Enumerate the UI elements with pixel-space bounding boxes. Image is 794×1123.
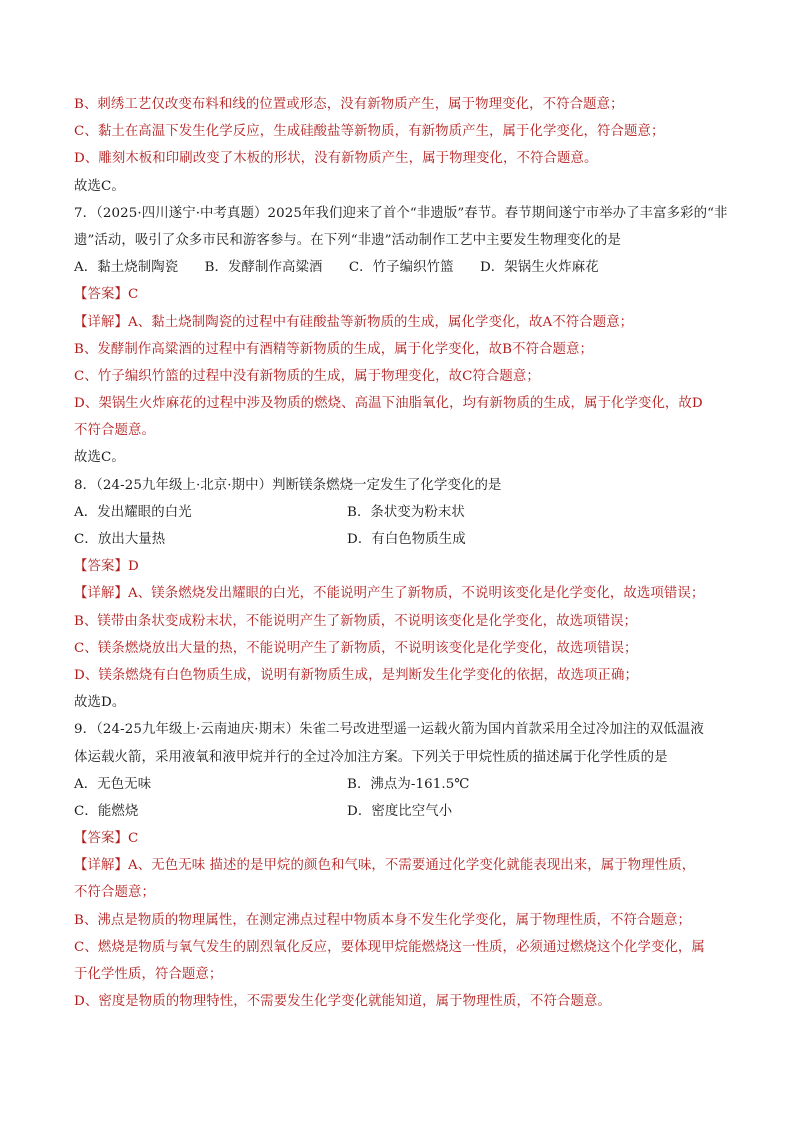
q6-conclusion: 故选C。 [74,178,125,194]
q9-explanation-c2: 于化学性质，符合题意； [74,967,223,982]
q7-explanation-d2: 不符合题意。 [74,423,155,439]
q7-option-b: B．发酵制作高粱酒 [204,260,323,276]
q9-option-d: D．密度比空气小 [347,803,453,819]
q6-explanation-d: D、雕刻木板和印刷改变了木板的形状，没有新物质产生，属于物理变化，不符合题意。 [74,151,598,167]
q7-explanation-c: C、竹子编织竹篮的过程中没有新物质的生成，属于物理变化，故C符合题意； [74,368,540,384]
detail-tag: 【详解】 [74,858,128,874]
q9-explanation-b: B、沸点是物质的物理属性，在测定沸点过程中物质本身不发生化学变化，属于物理性质，不符合题意； [74,912,692,928]
q8-conclusion: 故选D。 [74,695,126,711]
detail-tag: 【详解】 [74,314,128,330]
answer-tag: 【答案】 [74,831,128,847]
q7-option-a: A．黏土烧制陶瓷 [74,260,179,276]
q9-option-c: C．能燃烧 [74,803,139,819]
q8-option-b: B．条状变为粉末状 [347,504,465,520]
answer-value: C [127,831,139,847]
q7-conclusion: 故选C。 [74,450,125,466]
q9-stem-line2: 体运载火箭，采用液氧和液甲烷并行的全过冷加注方案。下列关于甲烷性质的描述属于化学性质的是 [74,749,668,765]
q8-explanation-a: A、镁条燃烧发出耀眼的白光，不能说明产生了新物质，不说明该变化是化学变化，故选项错误； [127,586,705,602]
detail-tag: 【详解】 [74,586,128,602]
q9-detail-a1 [74,852,734,879]
q7-detail-a [74,309,734,336]
q8-explanation-b: B、镁带由条状变成粉末状，不能说明产生了新物质，不说明该变化是化学变化，故选项错误； [74,613,638,629]
q9-options-row1 [74,771,734,798]
q9-explanation-c1: C、燃烧是物质与氧气发生的剧烈氧化反应，要体现甲烷能燃烧这一性质，必须通过燃烧这个化学变化，属 [74,939,705,955]
q7-option-d: D．架锅生火炸麻花 [479,260,599,276]
q9-option-b: B．沸点为-161.5℃ [347,776,470,792]
q8-explanation-c: C、镁条燃烧放出大量的热，不能说明产生了新物质，不说明该变化是化学变化，故选项错误； [74,640,638,656]
q7-explanation-a: A、黏土烧制陶瓷的过程中有硅酸盐等新物质的生成，属化学变化，故A不符合题意； [127,314,634,330]
q6-explanation-c: C、黏土在高温下发生化学反应，生成硅酸盐等新物质，有新物质产生，属于化学变化，符合题意； [74,124,665,140]
q8-option-a: A．发出耀眼的白光 [74,504,192,520]
q9-option-a: A．无色无味 [74,776,152,792]
answer-value: C [127,287,139,303]
q9-explanation-a1: A、无色无味 描述的是甲烷的颜色和气味，不需要通过化学变化就能表现出来，属于物理性质， [127,858,696,874]
q8-options-row2 [74,526,734,553]
q6-explanation-b: B、刺绣工艺仅改变布料和线的位置或形态，没有新物质产生，属于物理变化，不符合题意； [74,97,624,112]
q8-options-row1 [74,499,734,526]
q7-options [74,254,734,281]
q8-explanation-d: D、镁条燃烧有白色物质生成，说明有新物质生成，是判断发生化学变化的依据，故选项正确； [74,667,638,683]
q9-explanation-d: D、密度是物质的物理特性，不需要发生化学变化就能知道，属于物理性质，不符合题意。 [74,994,611,1010]
answer-value: D [127,559,139,575]
q7-explanation-d1: D、架锅生火炸麻花的过程中涉及物质的燃烧、高温下油脂氧化，均有新物质的生成，属于化学变化，故D [74,396,703,412]
q8-stem: 8．（24-25九年级上·北京·期中）判断镁条燃烧一定发生了化学变化的是 [74,477,502,493]
q9-explanation-a2: 不符合题意； [74,885,155,901]
q7-answer [74,281,734,308]
q9-answer [74,825,734,852]
q8-detail-a [74,580,734,607]
q7-option-c: C．竹子编织竹篮 [348,260,454,276]
answer-tag: 【答案】 [74,559,128,575]
answer-tag: 【答案】 [74,287,128,303]
q7-stem-line1: 7．（2025·四川遂宁·中考真题）2025年我们迎来了首个“非遗版”春节。春节期间遂宁市举办了丰富多彩的“非 [74,205,728,221]
q9-options-row2 [74,798,734,825]
q8-answer [74,553,734,580]
q9-stem-line1: 9．（24-25九年级上·云南迪庆·期末）朱雀二号改进型遥一运载火箭为国内首款采用全过冷加注的双低温液 [74,722,704,738]
q7-stem-line2: 遗”活动，吸引了众多市民和游客参与。在下列“非遗”活动制作工艺中主要发生物理变化的是 [74,232,621,248]
q7-explanation-b: B、发酵制作高粱酒的过程中有酒精等新物质的生成，属于化学变化，故B不符合题意； [74,341,594,357]
document-page [74,91,734,1015]
q8-option-c: C．放出大量热 [74,532,166,547]
q8-option-d: D．有白色物质生成 [347,532,466,547]
